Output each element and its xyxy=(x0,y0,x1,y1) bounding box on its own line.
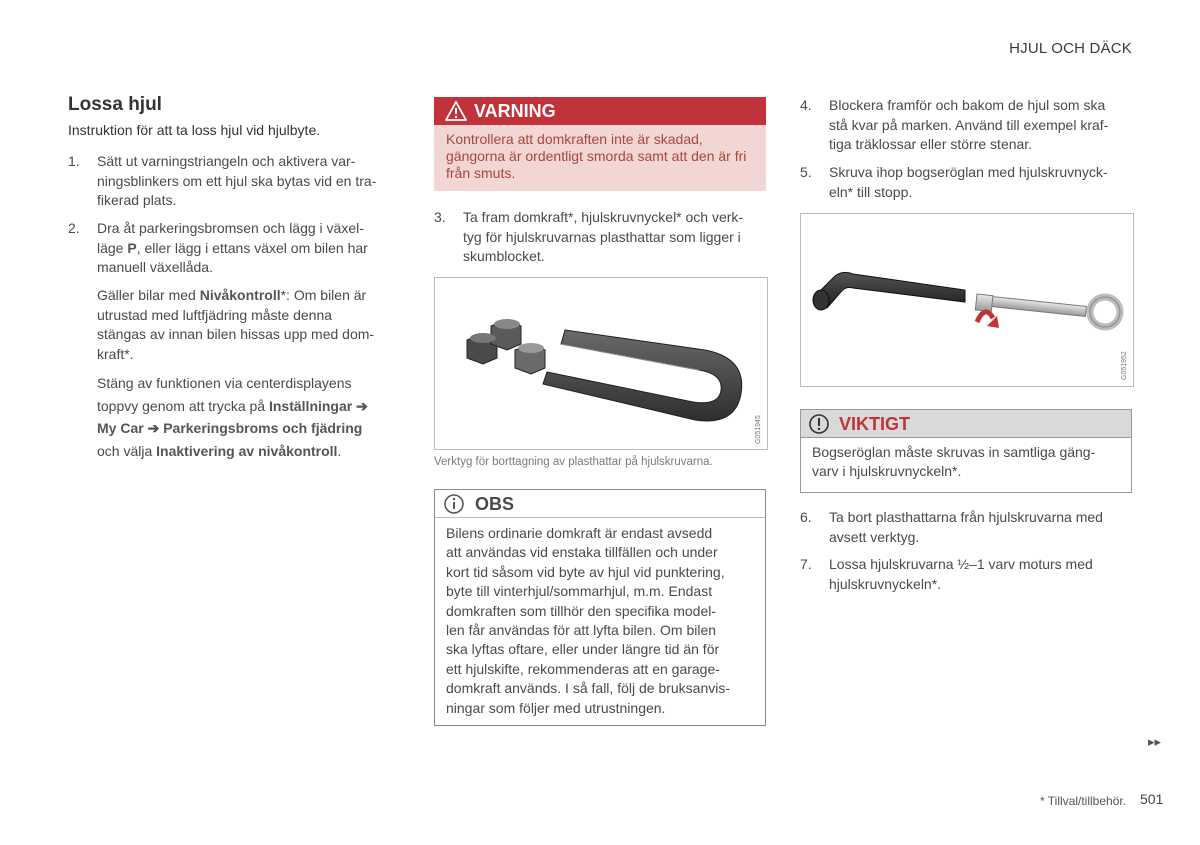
obs-body xyxy=(434,517,766,726)
arrow-right-icon: ➔ xyxy=(356,397,368,414)
obs-line: domkraft används. I så fall, följ de bruksanvis- xyxy=(446,680,731,697)
note-line: utrustad med luftfjädring måste denna xyxy=(97,306,333,323)
step-line: skumblocket. xyxy=(463,248,545,264)
step-number: 6. xyxy=(800,509,812,525)
step-4 xyxy=(800,96,1135,156)
step-line: manuell växellåda. xyxy=(97,259,213,275)
step-line: Ta bort plasthattarna från hjulskruvarna med xyxy=(829,509,1103,525)
text-run: läge xyxy=(97,239,128,256)
step-number: 1. xyxy=(68,153,80,169)
step-line: Dra åt parkeringsbromsen och lägg i växel- xyxy=(97,220,364,236)
obs-line: byte till vinterhjul/sommarhjul, m.m. Endast xyxy=(446,583,713,600)
cap-removal-tool-illustration xyxy=(435,278,767,449)
settings-menu-label: Inställningar xyxy=(268,397,353,414)
exclamation-circle-icon xyxy=(808,413,830,440)
page-number: 501 xyxy=(1140,791,1164,807)
text-run: , eller lägg i ettans växel om bilen har xyxy=(136,239,368,256)
figure-caption: Verktyg för borttagning av plasthattar på hjulskruvarna. xyxy=(434,456,713,468)
step-line: Skruva ihop bogseröglan med hjulskruvnyck- xyxy=(829,164,1108,180)
step-line: Ta fram domkraft*, hjulskruvnyckel* och verk- xyxy=(463,209,744,225)
note-line xyxy=(97,440,407,463)
disable-instructions xyxy=(97,372,407,462)
step-line: fikerad plats. xyxy=(97,192,177,208)
section-header: HJUL OCH DÄCK xyxy=(1009,40,1132,57)
warning-label: VARNING xyxy=(474,101,556,121)
step-line: Sätt ut varningstriangeln och aktivera var- xyxy=(97,153,356,169)
parking-brake-menu-label: Parkeringsbroms och fjädring xyxy=(163,420,363,436)
text-run: . xyxy=(337,442,342,459)
warning-text: Kontrollera att domkraften inte är skadad, gängorna är ordentligt smorda samt att den är fri från smuts. xyxy=(446,131,747,181)
text-run: Gäller bilar med xyxy=(97,287,200,303)
step-1 xyxy=(68,152,408,212)
figure-towing-eye-assembly xyxy=(800,213,1134,387)
note-line: Stäng av funktionen via centerdisplayens xyxy=(97,375,352,391)
step-number: 3. xyxy=(434,209,446,225)
step-7 xyxy=(800,555,1135,595)
step-line: Lossa hjulskruvarna ½–1 varv moturs med xyxy=(829,556,1093,572)
page-title: Lossa hjul xyxy=(68,94,162,115)
viktigt-line: varv i hjulskruvnyckeln*. xyxy=(812,463,962,480)
step-6 xyxy=(800,508,1135,548)
viktigt-label: VIKTIGT xyxy=(839,414,910,434)
viktigt-line: Bogseröglan måste skruvas in samtliga gäng- xyxy=(812,444,1096,460)
mycar-menu-label: My Car xyxy=(97,420,144,436)
step-line: Blockera framför och bakom de hjul som ska xyxy=(829,97,1106,113)
footnote: * Tillval/tillbehör. xyxy=(1040,794,1127,808)
note-line xyxy=(97,286,407,306)
gear-p-label: P xyxy=(127,239,137,256)
step-number: 2. xyxy=(68,220,80,236)
step-3 xyxy=(434,208,766,268)
note-line: kraft*. xyxy=(97,345,134,362)
intro-text: Instruktion för att ta loss hjul vid hjulbyte. xyxy=(68,122,321,138)
text-run: *: Om bilen är xyxy=(280,287,367,303)
text-run: och välja xyxy=(97,442,157,459)
step-line: hjulskruvnyckeln*. xyxy=(829,575,942,592)
note-line: stängas av innan bilen hissas upp med dom- xyxy=(97,326,375,342)
step-2 xyxy=(68,219,408,279)
step-line: stå kvar på marken. Använd till exempel kraf- xyxy=(829,116,1109,133)
viktigt-header xyxy=(800,409,1132,438)
obs-label: OBS xyxy=(475,494,515,514)
step-line xyxy=(97,239,368,259)
warning-triangle-icon xyxy=(444,100,468,127)
info-circle-icon xyxy=(443,493,465,520)
obs-line: att användas vid enstaka tillfällen och under xyxy=(446,544,718,561)
obs-header xyxy=(434,489,766,518)
disable-level-label: Inaktivering av nivåkontroll xyxy=(156,442,338,459)
obs-line: domkraften som tillhör den specifika model- xyxy=(446,602,717,619)
step-number: 7. xyxy=(800,556,812,572)
figure-code: G051952 xyxy=(1121,351,1128,380)
note-line xyxy=(97,395,407,418)
nivakontroll-label: Nivåkontroll xyxy=(199,287,281,303)
viktigt-text xyxy=(812,443,1124,482)
step-line: tiga träklossar eller större stenar. xyxy=(829,136,1033,152)
step-number: 4. xyxy=(800,97,812,113)
warning-header xyxy=(434,97,766,125)
figure-code: G051945 xyxy=(755,415,762,444)
obs-line: Bilens ordinarie domkraft är endast avsedd xyxy=(446,525,713,541)
note-line xyxy=(97,417,407,440)
step-line: ningsblinkers om ett hjul ska bytas vid en tra- xyxy=(97,172,377,189)
viktigt-body xyxy=(800,437,1132,493)
step-5 xyxy=(800,163,1135,203)
arrow-right-icon: ➔ xyxy=(147,420,160,436)
obs-line: ska lyftas oftare, eller under längre tid än för xyxy=(446,641,720,658)
text-run: toppvy genom att trycka på xyxy=(97,397,269,414)
step-number: 5. xyxy=(800,164,812,180)
obs-text xyxy=(446,524,758,718)
step-line: tyg för hjulskruvarnas plasthattar som ligger i xyxy=(463,228,741,245)
obs-line: ningar som följer med utrustningen. xyxy=(446,699,666,716)
step-line: avsett verktyg. xyxy=(829,528,920,545)
warning-body xyxy=(434,125,766,191)
obs-line: kort tid såsom vid byte av hjul vid punktering, xyxy=(446,563,725,580)
continue-arrow-icon: ▸▸ xyxy=(1148,734,1162,749)
step-line: eln* till stopp. xyxy=(829,183,913,200)
towing-eye-wrench-illustration xyxy=(801,214,1133,386)
level-control-note xyxy=(97,286,407,364)
figure-cap-removal-tool xyxy=(434,277,768,450)
obs-line: len får användas för att lyfta bilen. Om bilen xyxy=(446,622,717,639)
obs-line: ett hjulskifte, rekommenderas att en garage- xyxy=(446,660,720,677)
